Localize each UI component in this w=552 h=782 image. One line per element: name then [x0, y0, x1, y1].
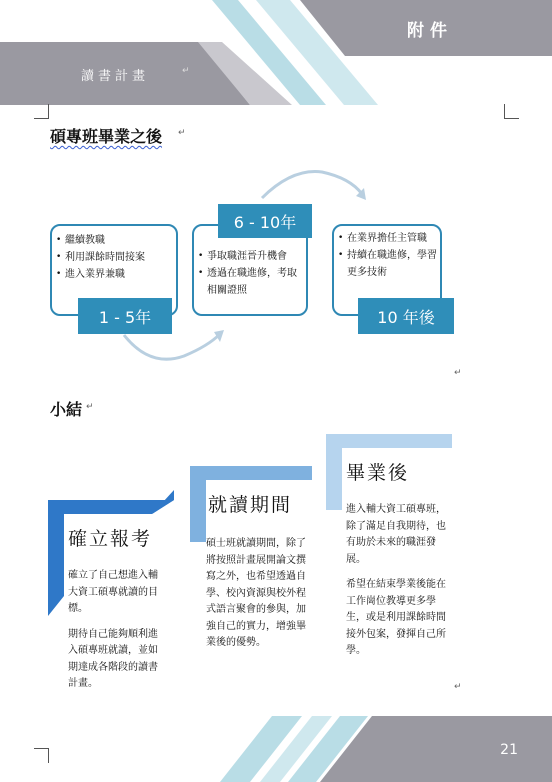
paragraph-mark: ↵ — [86, 402, 94, 412]
corner-mark — [34, 104, 49, 119]
phase-label-3: 10 年後 — [358, 298, 454, 334]
corner-mark — [504, 104, 519, 119]
paragraph-mark: ↵ — [178, 128, 186, 138]
paragraph-mark: ↵ — [454, 368, 462, 378]
phase-bullet: • 進入業界兼職 — [56, 266, 176, 283]
phase-bullet: • 爭取職涯晉升機會 — [198, 248, 306, 265]
corner-mark — [34, 748, 49, 763]
phase-label-1: 1 - 5年 — [78, 298, 172, 334]
step-paragraph: 期待自己能夠順利進入碩專班就讀，並如期達成各階段的讀書計畫。 — [68, 628, 158, 689]
section2-title: 小結 — [50, 400, 83, 419]
timeline-arc — [262, 172, 362, 198]
section1-title — [50, 124, 162, 147]
chapter-title: 讀書計畫 — [80, 68, 149, 84]
section1-title-text: 碩專班畢業之後 — [50, 127, 163, 146]
step-paragraph: 碩士班就讀期間，除了將按照計畫展開論文撰寫之外，也希望透過自學、校內資源與校外程式語言聚會的參與，加強自己的實力，增強畢業後的優勢。 — [206, 538, 306, 648]
paragraph-mark: ↵ — [182, 66, 190, 76]
step-paragraph: 進入輔大資工碩專班，除了滿足自我期待，也有助於未來的職涯發展。 — [346, 504, 446, 565]
phase-bullet: • 透過在職進修，考取相關證照 — [198, 265, 306, 299]
step-desc-3 — [346, 502, 450, 669]
step-desc-1 — [68, 568, 164, 702]
section-label: 附件 — [407, 20, 453, 41]
phase-bullet: • 持續在職進修，學習更多技術 — [338, 247, 440, 281]
step-desc-2 — [206, 536, 310, 661]
step-label-2: 就讀期間 — [208, 494, 293, 516]
page-number: 21 — [500, 742, 518, 758]
paragraph-mark: ↵ — [454, 682, 462, 692]
phase-bullet: • 利用課餘時間接案 — [56, 249, 176, 266]
step-paragraph: 希望在結束學業後能在工作崗位教導更多學生，或是利用課餘時間接外包案，發揮自己所學。 — [346, 579, 446, 656]
step-label-3: 畢業後 — [346, 462, 410, 484]
step-label-1: 確立報考 — [68, 528, 153, 550]
timeline-arc — [124, 334, 220, 359]
phase-label-2: 6 - 10年 — [218, 204, 312, 238]
step-paragraph: 確立了自己想進入輔大資工碩專就讀的目標。 — [68, 570, 158, 614]
phase-bullet: • 在業界擔任主管職 — [338, 230, 440, 247]
phase-bullet: • 繼續教職 — [56, 232, 176, 249]
